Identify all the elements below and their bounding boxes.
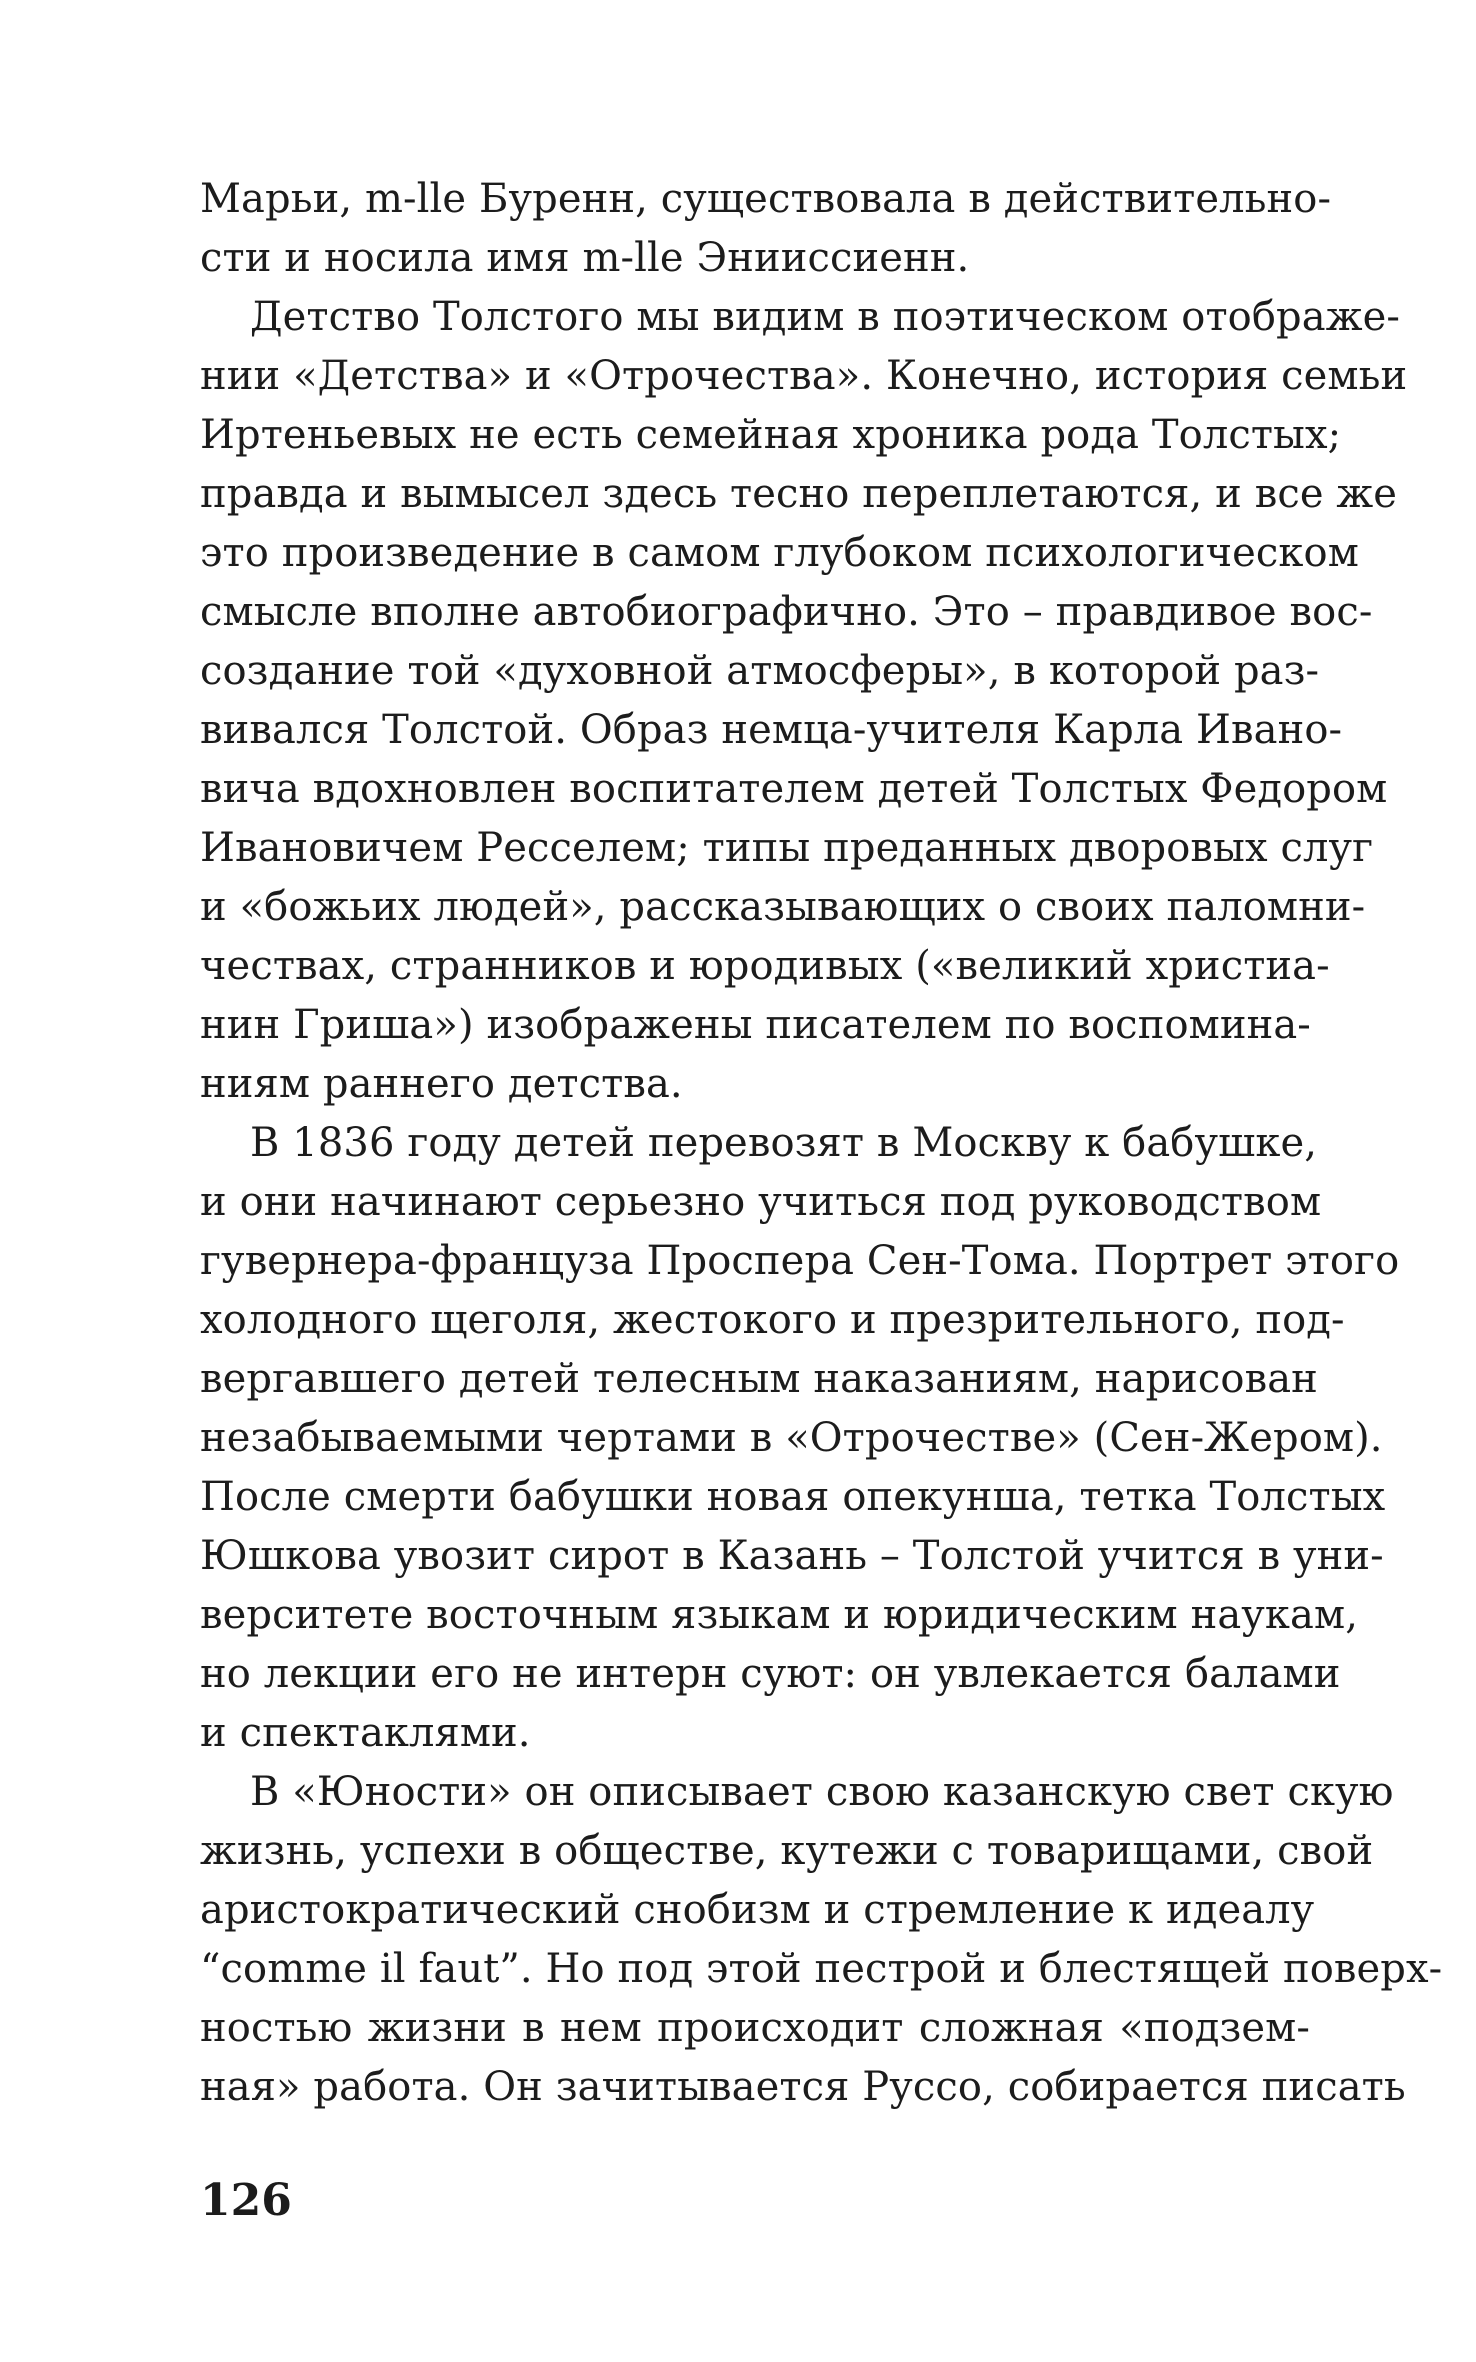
text-line: и они начинают серьезно учиться под руководством [200,1179,1322,1225]
text-line: и «божьих людей», рассказывающих о своих паломни- [200,884,1366,930]
text-line: В «Юности» он описывает свою казанскую свет скую [250,1769,1394,1815]
text-line: ностью жизни в нем происходит сложная «подзем- [200,2005,1310,2051]
text-line: нии «Детства» и «Отрочества». Конечно, история семьи [200,353,1408,399]
text-line: незабываемыми чертами в «Отрочестве» (Сен-Жером). [200,1415,1383,1461]
text-line: создание той «духовной атмосферы», в которой раз- [200,648,1320,694]
text-line: сти и носила имя m-lle Энииссиенн. [200,235,970,281]
text-line: ниям раннего детства. [200,1061,683,1107]
text-line: гувернера-француза Проспера Сен-Тома. Портрет этого [200,1238,1400,1284]
text-line: Марьи, m-lle Буренн, существовала в действительно- [200,176,1332,222]
text-line: аристократический снобизм и стремление к идеалу [200,1887,1315,1933]
text-line: это произведение в самом глубоком психологическом [200,530,1359,576]
text-line: Детство Толстого мы видим в поэтическом отображе- [250,294,1400,340]
page-number: 126 [200,2175,292,2226]
text-line: холодного щеголя, жестокого и презрительного, под- [200,1297,1345,1343]
text-line: ная» работа. Он зачитывается Руссо, собирается писать [200,2064,1406,2110]
text-line: Ивановичем Ресселем; типы преданных дворовых слуг [200,825,1374,871]
text-line: вивался Толстой. Образ немца-учителя Карла Ивано- [200,707,1343,753]
text-line: “comme il faut”. Но под этой пестрой и блестящей поверх- [200,1946,1443,1992]
text-line: жизнь, успехи в обществе, кутежи с товарищами, свой [200,1828,1374,1874]
text-line: нин Гриша») изображены писателем по воспомина- [200,1002,1311,1048]
text-line: и спектаклями. [200,1710,531,1756]
text-line: верситете восточным языкам и юридическим наукам, [200,1592,1359,1638]
text-line: Иртеньевых не есть семейная хроника рода Толстых; [200,412,1342,458]
text-line: вергавшего детей телесным наказаниям, нарисован [200,1356,1318,1402]
text-line: В 1836 году детей перевозят в Москву к бабушке, [250,1120,1318,1166]
text-line: После смерти бабушки новая опекунша, тетка Толстых [200,1474,1386,1520]
text-line: Юшкова увозит сирот в Казань – Толстой учится в уни- [200,1533,1384,1579]
text-line: смысле вполне автобиографично. Это – правдивое вос- [200,589,1373,635]
body-text [200,170,1443,2117]
text-line: вича вдохновлен воспитателем детей Толстых Федором [200,766,1388,812]
text-line: чествах, странников и юродивых («великий христиа- [200,943,1330,989]
text-line: но лекции его не интерн суют: он увлекается балами [200,1651,1341,1697]
text-line: правда и вымысел здесь тесно переплетаются, и все же [200,471,1398,517]
